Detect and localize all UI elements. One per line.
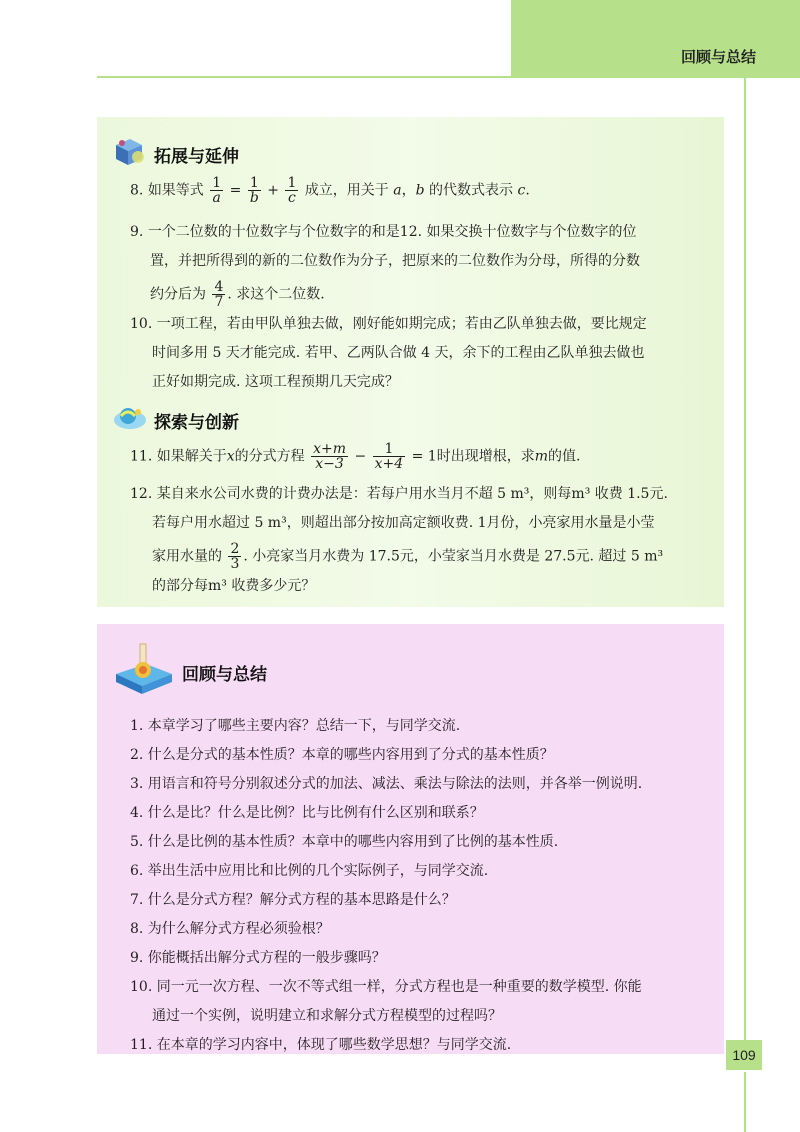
problem-text: 如果等式 — [147, 182, 204, 199]
problem-number: 10. — [130, 316, 153, 332]
variable: c — [517, 182, 526, 199]
review-item: 11. 在本章的学习内容中，体现了哪些数学思想？与同学交流. — [130, 1037, 512, 1053]
fraction — [228, 542, 241, 571]
review-item: 10. 同一元一次方程、一次不等式组一样，分式方程也是一种重要的数学模型. 你能 — [130, 979, 642, 995]
problem-9 — [130, 218, 640, 310]
page-number: 109 — [726, 1040, 762, 1070]
review-item: 6. 举出生活中应用比和比例的几个实际例子，与同学交流. — [130, 863, 489, 879]
margin-rule-lower — [744, 1072, 746, 1132]
book-icon — [112, 640, 176, 705]
numerator: x+m — [313, 441, 346, 457]
problem-text: . 小亮家当月水费为 17.5元，小莹家当月水费是 27.5元. 超过 5 m³ — [243, 548, 664, 565]
variable: m — [534, 448, 548, 465]
review-item: 8. 为什么解分式方程必须验根？ — [130, 921, 330, 937]
problem-number: 11. — [130, 448, 153, 465]
problem-text: 的值. — [548, 448, 581, 465]
problem-text: 一项工程，若由甲队单独去做，刚好能如期完成；若由乙队单独去做，要比规定 — [156, 316, 647, 332]
problem-text: 一个二位数的十位数字与个位数字的和是12. 如果交换十位数字与个位数字的位 — [147, 224, 637, 240]
plus-sign: + — [267, 182, 279, 199]
header-tab — [511, 0, 800, 76]
fraction — [212, 280, 225, 309]
equals-sign: = — [229, 182, 242, 199]
variable: a — [393, 182, 402, 199]
numerator: 2 — [230, 541, 240, 557]
numerator: 1 — [248, 176, 261, 191]
problem-text: = 1时出现增根，求 — [411, 448, 535, 465]
review-title: 回顾与总结 — [182, 665, 267, 685]
header-title: 回顾与总结 — [680, 48, 756, 66]
numerator: 1 — [287, 175, 297, 191]
denominator: b — [249, 190, 259, 206]
numerator: 1 — [212, 175, 222, 191]
denominator: 7 — [214, 294, 224, 310]
variable: b — [415, 182, 425, 199]
denominator: a — [212, 190, 221, 206]
problem-number: 12. — [130, 486, 153, 502]
denominator: c — [287, 190, 296, 206]
minus-sign: − — [354, 448, 367, 465]
problem-text: 成立，用关于 — [304, 182, 389, 199]
fraction — [311, 442, 348, 471]
fraction — [373, 442, 406, 471]
problem-10 — [130, 310, 647, 397]
extension-title: 拓展与延伸 — [154, 147, 239, 167]
problem-text: 若每户用水超过 5 m³，则超出部分按加高定额收费. 1月份，小亮家用水量是小莹 — [152, 515, 655, 531]
numerator: 1 — [373, 442, 406, 457]
cube-icon — [112, 137, 148, 172]
review-heading — [112, 640, 267, 705]
problem-text: . 求这个二位数. — [227, 286, 325, 303]
extension-heading — [112, 137, 239, 172]
problem-number: 9. — [130, 224, 144, 240]
problem-number: 8. — [130, 182, 144, 199]
review-item: 9. 你能概括出解分式方程的一般步骤吗？ — [130, 950, 386, 966]
variable: x — [226, 448, 235, 465]
denominator: 3 — [230, 556, 240, 572]
problem-text: 的部分每m³ 收费多少元？ — [152, 577, 316, 594]
review-item: 1. 本章学习了哪些主要内容？总结一下，与同学交流. — [130, 718, 461, 734]
fraction — [285, 176, 298, 205]
fraction — [248, 176, 261, 205]
punctuation: ， — [401, 182, 416, 199]
problem-text: 的分式方程 — [234, 448, 305, 465]
problem-11 — [130, 442, 580, 472]
denominator: x−3 — [315, 456, 344, 472]
problem-8 — [130, 176, 530, 206]
problem-text: 家用水量的 — [152, 548, 222, 565]
review-item: 5. 什么是比例的基本性质？本章中的哪些内容用到了比例的基本性质. — [130, 834, 559, 850]
fraction — [210, 176, 223, 205]
review-item: 3. 用语言和符号分别叙述分式的加法、减法、乘法与除法的法则，并各举一例说明. — [130, 776, 643, 792]
review-list — [130, 712, 642, 1060]
problem-text: 置，并把所得到的新的二位数作为分子，把原来的二位数作为分母，所得的分数 — [150, 253, 640, 269]
problem-12 — [130, 480, 668, 601]
problem-text: 的代数式表示 — [429, 182, 514, 199]
header-rule — [97, 76, 800, 78]
problem-text: 正好如期完成. 这项工程预期几天完成？ — [152, 374, 399, 390]
review-item: 7. 什么是分式方程？解分式方程的基本思路是什么？ — [130, 892, 456, 908]
review-item: 4. 什么是比？什么是比例？比与比例有什么区别和联系？ — [130, 805, 484, 821]
explore-title: 探索与创新 — [154, 413, 239, 433]
problem-text: 时间多用 5 天才能完成. 若甲、乙两队合做 4 天，余下的工程由乙队单独去做也 — [152, 345, 645, 361]
punctuation: . — [525, 182, 530, 199]
problem-text: 约分后为 — [150, 286, 206, 303]
problem-text: 某自来水公司水费的计费办法是：若每户用水当月不超 5 m³，则每m³ 收费 1.5元. — [156, 486, 668, 502]
globe-icon — [112, 404, 148, 437]
numerator: 4 — [214, 279, 224, 295]
review-item: 2. 什么是分式的基本性质？本章的哪些内容用到了分式的基本性质？ — [130, 747, 554, 763]
problem-text: 如果解关于 — [156, 448, 227, 465]
denominator: x+4 — [374, 456, 404, 472]
margin-rule — [744, 76, 746, 1040]
explore-heading — [112, 404, 239, 437]
review-item: 通过一个实例，说明建立和求解分式方程模型的过程吗？ — [152, 1008, 502, 1024]
